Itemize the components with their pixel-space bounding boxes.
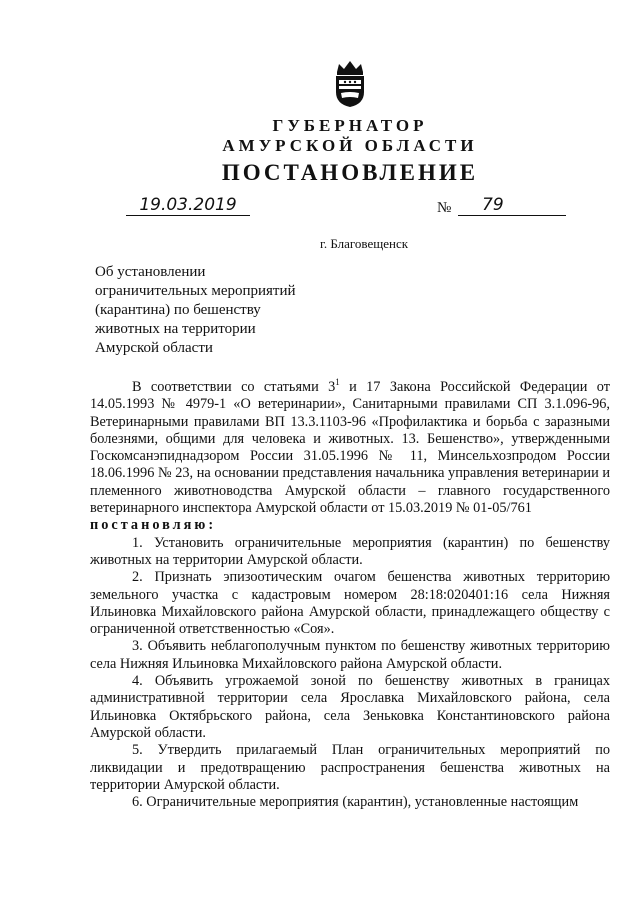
subject-line: животных на территории [95,321,256,337]
city-name: г. Благовещенск [319,236,409,251]
decree-item: 4. Объявить угрожаемой зоной по бешенству животных в границах административной территории села Ярославка Михайловского района, села Ильиновка Октябрьского района, села Зеньковка Константиновского района Амурской области. [90,673,610,741]
document-body [90,379,610,811]
decree-item: 3. Объявить неблагополучным пунктом по бешенству животных территорию села Нижняя Ильиновка Михайловского района Амурской области. [90,638,610,672]
header-region: АМУРСКОЙ ОБЛАСТИ [222,136,478,155]
decree-item: 6. Ограничительные мероприятия (карантин), установленные настоящим [132,794,579,811]
number-label: № [437,200,452,216]
amur-region-coat-of-arms-icon [325,58,375,108]
preamble-text-continued: и 17 Закона Российской Федерации от 14.05.1993 № 4979-1 «О ветеринарии», Санитарными правилами СП 3.1.096-96, Ветеринарными правилами ВП 13.3.1103-96 «Профилактика и борьба с заразными болезнями, общими для человека и животных. 13. Бешенство», утвержденными Госкомсанэпиднадзором России 31.05.1996 № 11, Минсельхозпродом России 18.06.1996 № 23, на основании представления начальника управления ветеринарии и племенного животноводства Амурской области – главного государственного ветеринарного инспектора Амурской области от 15.03.2019 № 01-05/761 [90,379,611,517]
header-governor: ГУБЕРНАТОР [272,116,428,135]
document-number: 79 [458,195,566,216]
document-subject [95,263,355,358]
subject-line: (карантина) по бешенству [95,302,261,318]
decree-item: 5. Утвердить прилагаемый План ограничительных мероприятий по ликвидации и предотвращению распространения бешенства животных на территории Амурской области. [90,742,610,793]
subject-line: Об установлении [95,264,206,280]
footnote-superscript: 1 [335,377,340,388]
subject-line: ограничительных мероприятий [95,283,296,299]
preamble-text: В соответствии со статьями 3 [132,379,336,395]
decree-item: 1. Установить ограничительные мероприятия (карантин) по бешенству животных на территории Амурской области. [90,534,610,568]
preamble-paragraph [90,379,610,517]
decide-word: постановляю: [90,517,217,534]
subject-line: Амурской области [95,340,213,356]
document-type-title: ПОСТАНОВЛЕНИЕ [221,160,479,185]
document-date: 19.03.2019 [126,195,250,216]
decree-item: 2. Признать эпизоотическим очагом бешенства животных территорию земельного участка с кадастровым номером 28:18:020401:16 села Нижняя Ильиновка Михайловского района Амурской области, принадлежащего обществу с ограниченной ответственностью «Соя». [90,569,610,638]
